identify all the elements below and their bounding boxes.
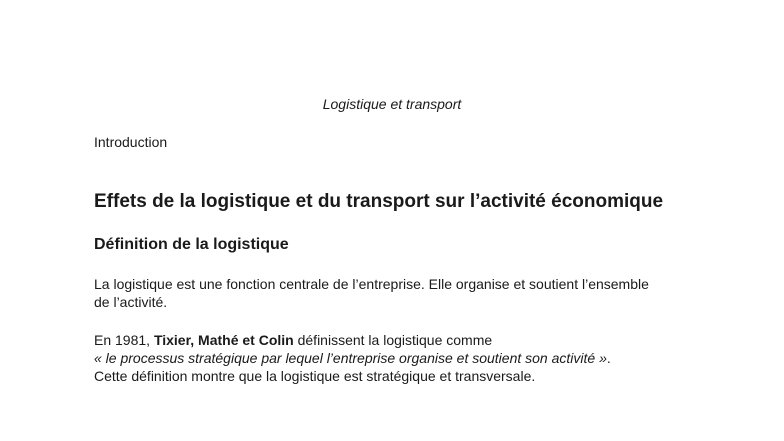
paragraph-line: de l’activité. — [94, 294, 168, 310]
introduction-label: Introduction — [94, 134, 168, 150]
paragraph-citation — [94, 331, 694, 385]
citation-line — [94, 331, 694, 349]
main-heading: Effets de la logistique et du transport sur l’activité économique — [94, 191, 664, 212]
quote-end: . — [606, 350, 611, 366]
sub-heading: Définition de la logistique — [94, 236, 289, 253]
citation-authors: Tixier, Mathé et Colin — [153, 332, 294, 348]
citation-quote: « le processus stratégique par lequel l’entreprise organise et soutient son activité » — [94, 350, 607, 366]
paragraph-line: La logistique est une fonction centrale de l’entreprise. Elle organise et soutient l’ensemble — [94, 276, 649, 292]
document-title: Logistique et transport — [322, 96, 462, 112]
paragraph-definition — [94, 275, 694, 311]
conclusion-line: Cette définition montre que la logistique est stratégique et transversale. — [94, 368, 536, 384]
quote-line — [94, 349, 694, 367]
citation-suffix: définissent la logistique comme — [293, 332, 493, 348]
citation-prefix: En 1981, — [94, 332, 154, 348]
